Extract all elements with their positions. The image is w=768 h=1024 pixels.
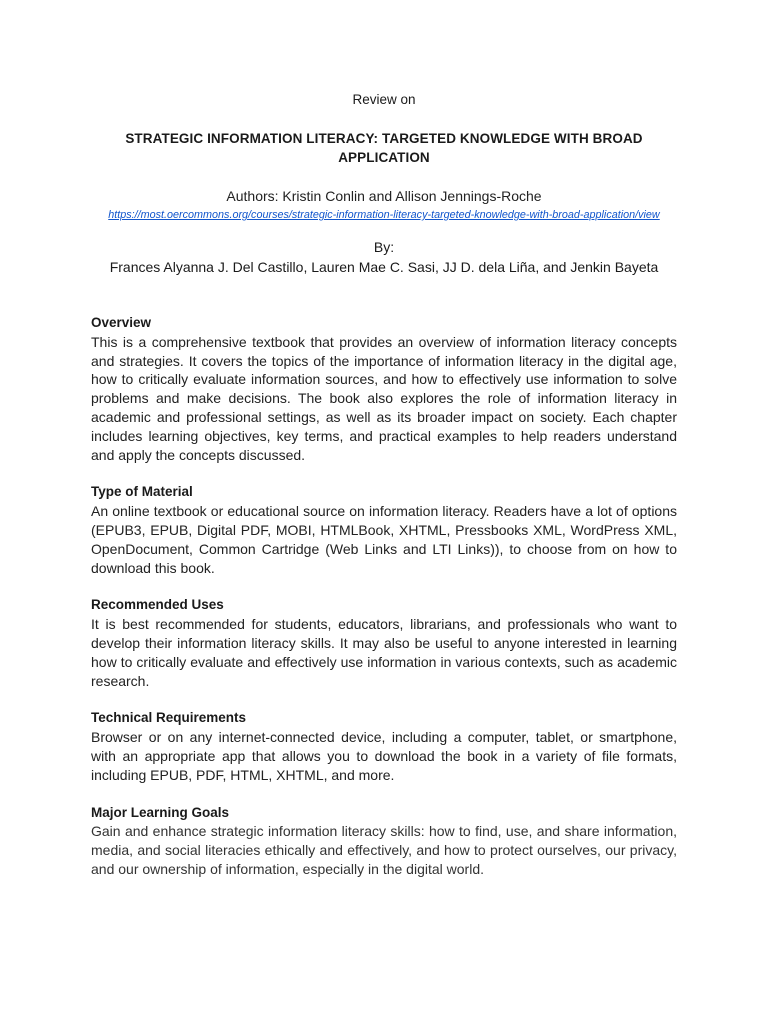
section-body: An online textbook or educational source on information literacy. Readers have a lot of options (EPUB3, EPUB, Digital PDF, MOBI, HTMLBook, XHTML, Pressbooks XML, WordPress XML, OpenDocument, Common Cartridge (Web Links and LTI Links)), to choose from on how to download this book.: [91, 503, 677, 576]
reviewer-names: Frances Alyanna J. Del Castillo, Lauren Mae C. Sasi, JJ D. dela Liña, and Jenkin Bayeta: [109, 259, 659, 275]
authors-line: Authors: Kristin Conlin and Allison Jennings-Roche: [226, 188, 542, 204]
section-major-learning-goals: [91, 804, 677, 879]
book-title: STRATEGIC INFORMATION LITERACY: TARGETED KNOWLEDGE WITH BROAD APPLICATION: [125, 131, 643, 165]
review-sections: [91, 314, 677, 879]
document-header: [91, 91, 677, 276]
by-label: By:: [373, 239, 395, 255]
section-body: Browser or on any internet-connected device, including a computer, tablet, or smartphone, with an appropriate app that allows you to download the book in a variety of file formats, including EPUB, PDF, HTML, XHTML, and more.: [91, 729, 677, 783]
section-technical-requirements: [91, 709, 677, 784]
section-body: This is a comprehensive textbook that provides an overview of information literacy concepts and strategies. It covers the topics of the importance of information literacy in the digital age, how to critically evaluate information sources, and how to effectively use information to solve problems and make decisions. The book also explores the role of information literacy in academic and professional settings, as well as its broader impact on society. Each chapter includes learning objectives, key terms, and practical examples to help readers understand and apply the concepts discussed.: [91, 333, 677, 463]
section-heading: Major Learning Goals: [91, 804, 230, 820]
book-url-link[interactable]: https://most.oercommons.org/courses/strategic-information-literacy-targeted-knowledge-with-broad-application/view: [108, 209, 660, 221]
section-body: Gain and enhance strategic information literacy skills: how to find, use, and share information, media, and social literacies ethically and effectively, and how to protect ourselves, our privacy, and our ownership of information, especially in the digital world.: [91, 823, 677, 877]
section-heading: Technical Requirements: [91, 710, 247, 726]
section-heading: Overview: [91, 315, 152, 330]
section-heading: Type of Material: [91, 484, 193, 500]
section-recommended-uses: [91, 596, 677, 690]
review-on-label: Review on: [352, 92, 416, 107]
section-type-of-material: [91, 483, 677, 577]
section-heading: Recommended Uses: [91, 597, 224, 613]
section-overview: [91, 314, 677, 464]
section-body: It is best recommended for students, educators, librarians, and professionals who want to develop their information literacy skills. It may also be useful to anyone interested in learning how to critically evaluate and effectively use information in various contexts, such as academic research.: [91, 616, 677, 689]
